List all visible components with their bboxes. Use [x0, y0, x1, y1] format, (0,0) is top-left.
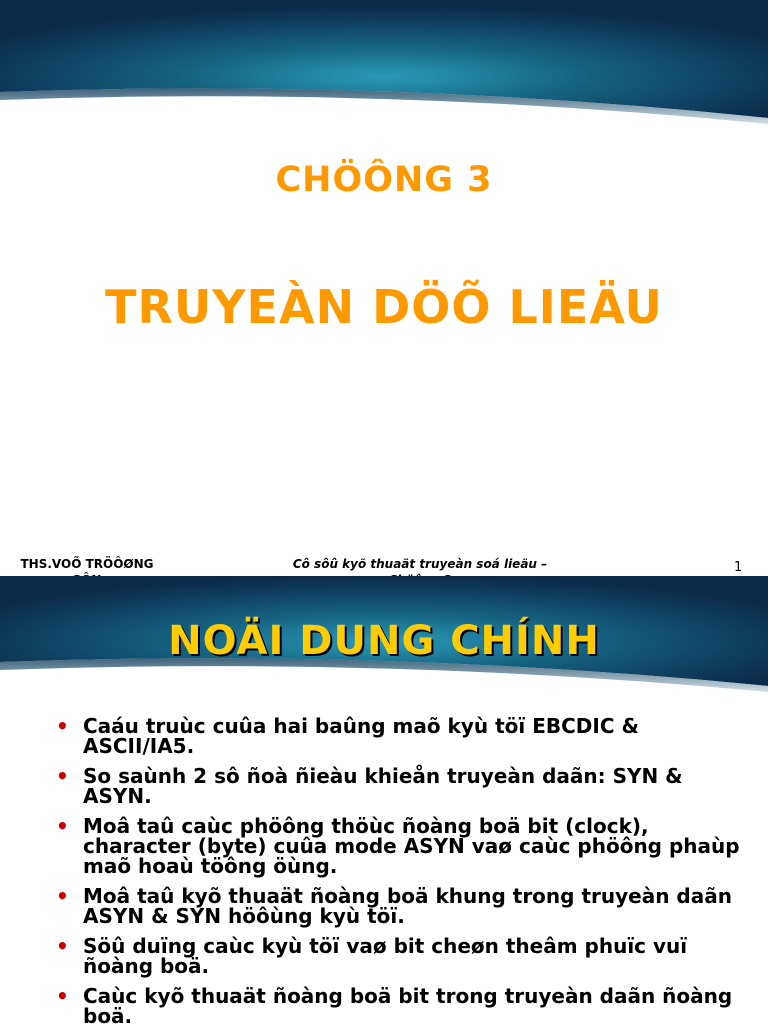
- page-number: 1: [734, 560, 743, 575]
- bullet-list: [56, 716, 746, 1036]
- list-item: [56, 816, 746, 876]
- contents-slide: [0, 576, 768, 1028]
- list-item: [56, 716, 746, 756]
- footer-course: Cô sôû kyõ thuaät truyeàn soá lieäu –: [292, 557, 548, 571]
- list-item: [56, 766, 746, 806]
- bullet-text: Söû duïng caùc kyù töï vaø bit cheøn theâm phuïc vuï ñoàng boä.: [83, 934, 688, 978]
- bullet-text: Caáu truùc cuûa hai baûng maõ kyù töï EBCDIC & ASCII/IA5.: [83, 714, 639, 758]
- bullet-icon: •: [56, 934, 69, 958]
- footer-author: THS.VOÕ TRÖÔØNG: [20, 557, 154, 571]
- bullet-text: Caùc kyõ thuaät ñoàng boä bit trong truyeàn daãn ñoàng boä.: [83, 984, 733, 1028]
- bullet-text: So saùnh 2 sô ñoà ñieàu khieån truyeàn daãn: SYN & ASYN.: [83, 764, 683, 808]
- bullet-text: Moâ taû kyõ thuaät ñoàng boä khung trong truyeàn daãn ASYN & SYN höôùng kyù töï.: [83, 884, 732, 928]
- bullet-icon: •: [56, 884, 69, 908]
- list-item: [56, 886, 746, 926]
- list-item: [56, 936, 746, 976]
- slide-title: TRUYEÀN DÖÕ LIEÄU: [105, 280, 663, 334]
- bullet-icon: •: [56, 764, 69, 788]
- bullet-icon: •: [56, 984, 69, 1008]
- bullet-icon: •: [56, 814, 69, 838]
- chapter-heading: CHÖÔNG 3: [275, 160, 493, 200]
- list-item: [56, 986, 746, 1026]
- bullet-text: Moâ taû caùc phöông thöùc ñoàng boä bit (clock), character (byte) cuûa mode ASYN vaø caùc phöông phaùp maõ hoaù töông öùng.: [83, 814, 740, 878]
- slide-title: NOÄI DUNG CHÍNH: [168, 618, 600, 664]
- bullet-icon: •: [56, 714, 69, 738]
- header-banner: [0, 0, 768, 140]
